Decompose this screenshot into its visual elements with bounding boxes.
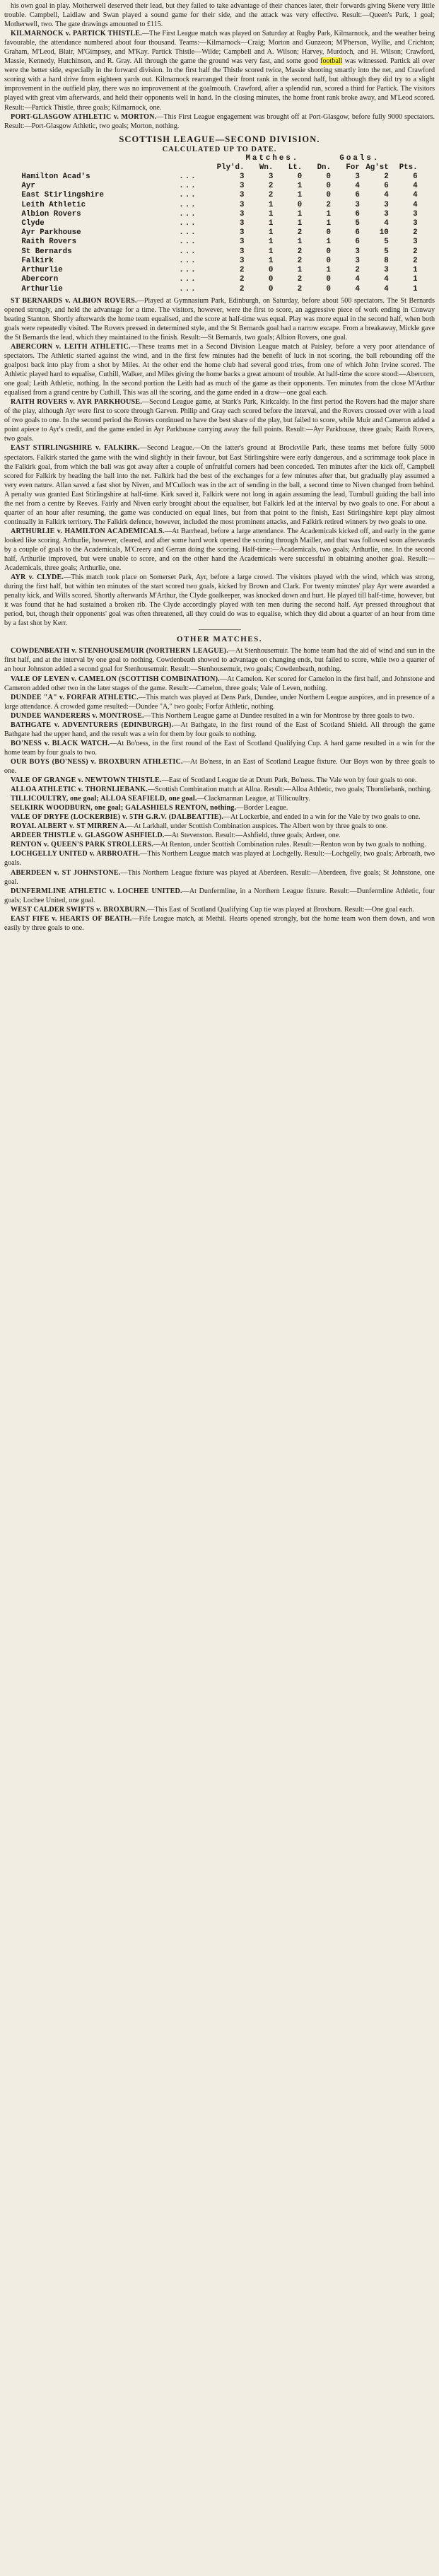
stat-cell: 1 <box>268 256 274 265</box>
report-headline: RAITH ROVERS v. AYR PARKHOUSE. <box>11 398 143 407</box>
stat-cell: 1 <box>413 266 418 275</box>
stat-cell: 1 <box>268 247 274 256</box>
report-headline: DUNDEE WANDERERS v. MONTROSE. <box>11 711 144 720</box>
match-report <box>4 646 435 674</box>
leader-dots: ... <box>179 182 197 191</box>
stat-cell: 1 <box>297 219 303 228</box>
leader-dots: ... <box>179 275 197 284</box>
report-headline: RENTON v. QUEEN'S PARK STROLLERS. <box>11 841 153 849</box>
column-label: Dn. <box>317 163 332 172</box>
stat-cell: 0 <box>297 173 303 182</box>
match-reports-mid <box>4 296 435 629</box>
report-text: his own goal in play. Motherwell deserved their lead, but they failed to take advantage of their chances later, their forwards giving Skene very little trouble. Campbell, Laidlaw and Swan played a sound game for their side, and the attack was very effective. Result:—Queen's Park, 1 goal; Motherwell, two. The gate drawings amounted to £115. <box>4 2 435 29</box>
league-row <box>21 238 417 247</box>
stat-cell: 5 <box>355 219 360 228</box>
match-report <box>4 757 435 776</box>
report-text: —East of Scotland League tie at Drum Park, Bo'ness. The Vale won by four goals to one. <box>161 776 417 785</box>
report-text: —Scottish Combination match at Alloa. Result:—Alloa Athletic, two goals; Thornliebank, nothing. <box>148 786 432 794</box>
section-divider <box>199 629 241 630</box>
leader-dots: ... <box>179 209 197 218</box>
stat-cell: 3 <box>240 219 245 228</box>
league-table <box>21 154 417 294</box>
league-row <box>21 219 417 228</box>
column-label: Lt. <box>288 163 303 172</box>
league-rows <box>21 173 417 294</box>
stat-cell: 3 <box>240 191 245 200</box>
report-text: —This East of Scotland Qualifying Cup tie was played at Broxburn. Result:—One goal each. <box>147 905 414 914</box>
team-name: Arthurlie <box>21 284 63 293</box>
report-headline: ST BERNARDS v. ALBION ROVERS. <box>11 296 137 305</box>
stat-cell: 3 <box>413 219 418 228</box>
stat-cell: 0 <box>326 228 332 238</box>
stat-cell: 0 <box>326 173 332 182</box>
match-report <box>4 914 435 933</box>
stat-cell: 3 <box>240 200 245 209</box>
stat-cell: 4 <box>413 191 418 200</box>
report-headline: SELKIRK WOODBURN, one goal; GALASHIELS RENTON, nothing. <box>11 804 237 812</box>
league-title: SCOTTISH LEAGUE—SECOND DIVISION. <box>119 134 320 144</box>
report-headline: ABERDEEN v. ST JOHNSTONE. <box>11 868 121 877</box>
stat-cell: 4 <box>384 219 389 228</box>
stat-cell: 1 <box>326 238 332 247</box>
match-report <box>4 693 435 711</box>
stat-cell: 2 <box>297 275 303 284</box>
report-text: —At Bo'ness, in an East of Scotland League fixture. Our Boys won by three goals to one. <box>4 757 435 775</box>
match-report <box>4 296 435 342</box>
team-name: Hamilton Acad's <box>21 173 90 182</box>
report-headline: BO'NESS v. BLACK WATCH. <box>11 739 110 747</box>
report-headline: KILMARNOCK v. PARTICK THISTLE. <box>11 30 142 38</box>
report-text: —At Bathgate, in the first round of the East of Scotland Shield. All through the game Bathgate had the upper hand, and the result was a win for them by four goals to nothing. <box>4 721 435 738</box>
leader-dots: ... <box>179 228 197 238</box>
stat-cell: 2 <box>240 266 245 275</box>
league-table-section <box>4 134 435 294</box>
leader-dots: ... <box>179 173 197 182</box>
report-headline: VALE OF LEVEN v. CAMELON (SCOTTISH COMBINATION). <box>11 675 220 683</box>
match-report <box>4 443 435 526</box>
report-headline: ABERCORN v. LEITH ATHLETIC. <box>11 342 131 351</box>
other-matches-title: OTHER MATCHES. <box>176 635 263 644</box>
league-row <box>21 247 417 257</box>
stat-cell: 6 <box>384 182 389 191</box>
stat-cell: 2 <box>297 247 303 256</box>
report-text: —At Renton, under Scottish Combination rules. Result:—Renton won by two goals to nothing. <box>153 841 426 849</box>
leader-dots: ... <box>179 284 197 293</box>
match-report <box>4 905 435 914</box>
column-label: Wn. <box>259 163 274 172</box>
match-report <box>4 342 435 397</box>
team-name: Abercorn <box>21 275 59 284</box>
team-name: St Bernards <box>21 247 72 256</box>
leader-dots: ... <box>179 266 197 275</box>
report-text: —This First League engagement was brought off at Port-Glasgow, before fully 9000 spectators. Result:—Port-Glasgow Athletic, two goals; Morton, nothing. <box>4 112 435 130</box>
report-headline: BATHGATE v. ADVENTURERS (EDINBURGH). <box>11 721 174 729</box>
match-report <box>4 721 435 739</box>
report-text: —Second League.—On the latter's ground at Brockville Park, these teams met before fully 5000 spectators. Falkirk started the game with the wind slightly in their favour, but East Stirlingshire were early dangerous, and a scrimmage took place in the Falkirk goal, from which the ball was got away after a couple of unfruitful corners had been conceded. Ten minutes after the kick off, Campbell scored for Falkirk by heading the ball into the net. Falkirk had the best of the exchanges for a few minutes after that, but gradually play assumed a very even nature. Allan saved a fast shot by Niven, and M'Culloch was in the act of sending in the ball, a second time to Niven changed from behind. A penalty was granted East Stirlingshire at half-time. Kirk saved it, Falkirk were not long in again assuming the lead, Turnbull guiding the ball into the net from a centre by Reeves. Fairly and Niven early brought about the equaliser, but Falkirk led at the interval by two goals to one. For about a quarter of an hour after resuming, the game was conducted on equal lines, but from that point to the finish, East Stirlingshire kept play almost continually in Falkirk territory. The Falkirk defence, however, included the most prominent attacks, and Falkirk retired winners by two goals to one. <box>4 444 435 526</box>
stat-cell: 2 <box>413 247 418 256</box>
stat-cell: 4 <box>384 191 389 200</box>
match-report <box>4 112 435 131</box>
leader-dots: ... <box>179 256 197 265</box>
stat-cell: 2 <box>268 191 274 200</box>
stat-cell: 3 <box>355 247 360 256</box>
match-report <box>4 794 435 803</box>
stat-cell: 0 <box>268 284 274 293</box>
stat-cell: 0 <box>268 266 274 275</box>
report-headline: ALLOA ATHLETIC v. THORNLIEBANK. <box>11 786 148 794</box>
stat-cell: 1 <box>326 209 332 218</box>
stat-cell: 1 <box>268 200 274 209</box>
report-text-continued: was witnessed. Partick all over were the better side, especially in the forward division. In the first half the Thistle scored twice, Massie shooting smartly into the net, and Crawford scoring with a hard drive from eighteen yards out. Kilmarnock rearranged their front rank in the second half, but although they did try to a slight improvement in the outfield play, there was no improvement at the goalmouth. Crawford, after a splendid run, scored a third for Partick. The visitors played with great vim afterwards, and held their opponents well in hand. In the closing minutes, the home front rank broke away, and M'Leod scored. Result:—Partick Thistle, three goals; Kilmarnock, one. <box>4 57 435 112</box>
stat-cell: 10 <box>379 228 389 238</box>
stat-cell: 0 <box>326 256 332 265</box>
league-row <box>21 182 417 191</box>
stat-cell: 1 <box>297 209 303 218</box>
match-report <box>4 675 435 693</box>
report-headline: TILLICOULTRY, one goal; ALLOA SEAFIELD, one goal. <box>11 795 197 803</box>
stat-cell: 3 <box>240 209 245 218</box>
match-report <box>4 887 435 905</box>
league-row <box>21 191 417 200</box>
match-report <box>4 803 435 812</box>
highlighted-word: football <box>320 57 343 66</box>
stat-cell: 4 <box>384 275 389 284</box>
league-row <box>21 266 417 275</box>
report-text: —This match took place on Somerset Park, Ayr, before a large crowd. The visitors played with the wind, which was strong, during the first half, but within ten minutes of the start scored two goals, kicked by Brown and Clark. For twenty minutes' play Ayr were awarded a penalty kick, and Wills scored. Shortly afterwards M'Arthur, the Clyde goalkeeper, was knocked down and hurt. He played till half-time, however, but it was found that he had sustained a broken rib. The Clyde accordingly played with ten men during the second half. Ayr pressed throughout that period, but, though their opponents' goal was often threatened, all they could do was to equalise, which they did about a quarter of an hour from time by a fast shot by Kerr. <box>4 573 435 628</box>
match-report <box>4 29 435 112</box>
stat-cell: 3 <box>355 173 360 182</box>
league-row <box>21 257 417 266</box>
stat-cell: 1 <box>297 182 303 191</box>
report-headline: WEST CALDER SWIFTS v. BROXBURN. <box>11 905 148 914</box>
match-report <box>4 849 435 868</box>
stat-cell: 2 <box>297 284 303 293</box>
stat-cell: 4 <box>413 182 418 191</box>
stat-cell: 3 <box>240 247 245 256</box>
team-name: Ayr <box>21 182 35 191</box>
stat-cell: 5 <box>384 238 389 247</box>
match-report <box>4 776 435 785</box>
stat-cell: 1 <box>297 238 303 247</box>
stat-cell: 3 <box>240 173 245 182</box>
stat-cell: 3 <box>240 182 245 191</box>
league-group-header <box>21 154 417 163</box>
report-text: —Clackmannan League, at Tillicoultry. <box>197 795 310 803</box>
report-headline: COWDENBEATH v. STENHOUSEMUIR (NORTHERN LEAGUE). <box>11 647 228 655</box>
stat-cell: 3 <box>355 200 360 209</box>
stat-cell: 4 <box>413 200 418 209</box>
stat-cell: 3 <box>384 200 389 209</box>
report-text: —This Northern League game at Dundee resulted in a win for Montrose by three goals to two. <box>144 711 414 720</box>
team-name: Clyde <box>21 219 45 228</box>
stat-cell: 0 <box>326 275 332 284</box>
team-name: East Stirlingshire <box>21 191 104 200</box>
stat-cell: 0 <box>326 182 332 191</box>
column-label: Ag'st <box>365 163 389 172</box>
stat-cell: 4 <box>384 284 389 293</box>
league-row <box>21 285 417 294</box>
stat-cell: 0 <box>297 200 303 209</box>
report-headline: OUR BOYS (BO'NESS) v. BROXBURN ATHLETIC. <box>11 757 183 766</box>
stat-cell: 0 <box>326 284 332 293</box>
report-headline: DUNDEE "A" v. FORFAR ATHLETIC. <box>11 693 139 701</box>
team-name: Falkirk <box>21 256 54 265</box>
match-reports-top <box>4 1 435 131</box>
stat-cell: 2 <box>240 284 245 293</box>
match-report <box>4 868 435 887</box>
stat-cell: 3 <box>240 228 245 238</box>
report-text: —At Dunfermline, in a Northern League fixture. Result:—Dunfermline Athletic, four goals; Lochee United, one goal. <box>4 887 435 904</box>
report-headline: ARDEER THISTLE v. GLASGOW ASHFIELD. <box>11 832 165 840</box>
report-text: —At Larkhall, under Scottish Combination auspices. The Albert won by three goals to one. <box>127 822 388 831</box>
report-headline: LOCHGELLY UNITED v. ARBROATH. <box>11 850 141 858</box>
stat-cell: 3 <box>384 209 389 218</box>
stat-cell: 3 <box>355 256 360 265</box>
stat-cell: 1 <box>268 238 274 247</box>
match-report <box>4 527 435 573</box>
match-report <box>4 397 435 443</box>
league-row <box>21 228 417 238</box>
group-matches: Matches. <box>245 153 300 163</box>
stat-cell: 6 <box>355 238 360 247</box>
stat-cell: 4 <box>355 182 360 191</box>
match-report <box>4 785 435 794</box>
report-headline: VALE OF DRYFE (LOCKERBIE) v. 5TH G.R.V. (DALBEATTIE). <box>11 813 223 822</box>
match-report <box>4 573 435 628</box>
stat-cell: 6 <box>355 209 360 218</box>
stat-cell: 1 <box>268 209 274 218</box>
leader-dots: ... <box>179 238 197 247</box>
team-name: Arthurlie <box>21 266 63 275</box>
leader-dots: ... <box>179 247 197 256</box>
stat-cell: 6 <box>355 228 360 238</box>
match-report <box>4 739 435 757</box>
report-text: —Border League. <box>236 804 288 812</box>
league-row <box>21 173 417 182</box>
report-headline: EAST STIRLINGSHIRE v. FALKIRK. <box>11 444 140 453</box>
stat-cell: 3 <box>413 238 418 247</box>
column-label: Ply'd. <box>216 163 245 172</box>
match-report <box>4 831 435 840</box>
stat-cell: 3 <box>384 266 389 275</box>
match-report <box>4 711 435 721</box>
report-text: —At Barrhead, before a large attendance. The Academicals kicked off, and early in the game looked like scoring. Arthurlie, however, cleared, and after some hard work opened the scoring through Mailler, and that was followed soon afterwards by a couple of goals to the Academicals, M'Creery and Gerran doing the scoring. Half-time:—Academicals, two goals; Arthurlie, one. In the second half, Arthurlie improved, but were unable to score, and on the other hand the Academicals were successful in obtaining another goal. Result:—Academicals, three goals; Arthurlie, one. <box>4 527 435 573</box>
stat-cell: 2 <box>268 182 274 191</box>
stat-cell: 3 <box>413 209 418 218</box>
stat-cell: 2 <box>384 173 389 182</box>
stat-cell: 1 <box>326 266 332 275</box>
league-row <box>21 201 417 210</box>
match-report <box>4 812 435 822</box>
stat-cell: 1 <box>268 219 274 228</box>
league-row <box>21 210 417 219</box>
report-text: —This Northern League fixture was played at Aberdeen. Result:—Aberdeen, five goals; St Johnstone, one goal. <box>4 868 435 886</box>
report-headline: ROYAL ALBERT v. ST MIRREN A. <box>11 822 127 831</box>
team-name: Leith Athletic <box>21 200 86 209</box>
report-text: —Played at Gymnasium Park, Edinburgh, on Saturday, before about 500 spectators. The St Bernards opened strongly, and held the advantage for a time. The visitors, however, were the first to score, an aggressive piece of work ending in Conway beating Stanton. Shortly afterwards the home team equalised, and the score at half-time was equal. Play was more equal in the second half, when both goals were repeatedly visited. The Rovers pressed in determined style, and the St Bernards goal had a narrow escape. From a breakaway, Mickle gave the St Bernards the lead, which they maintained to the finish. Result:—St Bernards, two goals; Albion Rovers, one goal. <box>4 296 435 342</box>
stat-cell: 2 <box>240 275 245 284</box>
report-text: —At Lockerbie, and ended in a win for the Vale by two goals to one. <box>223 813 421 822</box>
stat-cell: 2 <box>326 200 332 209</box>
stat-cell: 1 <box>297 266 303 275</box>
stat-cell: 3 <box>268 173 274 182</box>
report-text: —At Camelon. Ker scored for Camelon in the first half, and Johnstone and Cameron added other two in the later stages of the game. Result:—Camelon, three goals; Vale of Leven, nothing. <box>4 675 435 692</box>
stat-cell: 1 <box>413 284 418 293</box>
stat-cell: 2 <box>355 266 360 275</box>
other-matches-list <box>4 646 435 932</box>
stat-cell: 1 <box>413 275 418 284</box>
leader-dots: ... <box>179 219 197 228</box>
report-text: —The First League match was played on Saturday at Rugby Park, Kilmarnock, and the weather being favourable, the attendance numbered about four thousand. Teams:—Kilmarnock—Craig; Morton and Gunzeon; M'Pherson, Wyllie, and Crichton; Graham, M'Leod, Blair, M'Gimpsey, and M'Kay. Partick Thistle—Wilde; Campbell and A. Wilson; Harvey, Murdoch, and H. Wilson; Crawford, Massie, Kennedy, Hutchinson, and R. Gray. All through the game the ground was very fast, and some good <box>4 30 435 66</box>
report-text: —These teams met in a Second Division League match at Paisley, before a very poor attendance of spectators. The Athletic started against the wind, and in the first few minutes had the benefit of luck in not scoring, the ball rebounding off the goalpost back into play from a shot by Miles. At the other end the home club had several good tries, from one of which John Irvine scored. The Athletic played hard to equalise, Cuthill, Walker, and Miles giving the home backs a great amount of trouble. At half-time the score stood:—Abercorn, one goal; Leith Athletic, nothing. In the second portion the Leith had as much of the game as their opponents. Ten minutes from the close M'Arthur equalised from a grand centre by Cuthill. This was all the scoring, and the game ended in a draw—one goal each. <box>4 342 435 397</box>
stat-cell: 8 <box>384 256 389 265</box>
match-report <box>4 840 435 849</box>
report-text: —Fife League match, at Methil. Hearts opened strongly, but the home team won them down, and won easily by three goals to one. <box>4 914 435 932</box>
newspaper-page <box>0 0 439 933</box>
report-headline: AYR v. CLYDE. <box>11 573 64 582</box>
leader-dots: ... <box>179 191 197 200</box>
stat-cell: 2 <box>413 256 418 265</box>
match-report <box>4 1 435 29</box>
report-text: —At Stenhousemuir. The home team had the aid of wind and sun in the first half, and at the interval by one goal to nothing. Cowdenbeath showed to advantage on changing ends, but failed to score, while two a quarter of an hour Johnston added a second goal for Stenhousemuir. Result:—Stenhousemuir, two goals; Cowdenbeath, nothing. <box>4 647 435 674</box>
stat-cell: 5 <box>384 247 389 256</box>
stat-cell: 0 <box>326 191 332 200</box>
report-text: —Second League game, at Stark's Park, Kirkcaldy. In the first period the Rovers had the major share of the play, although Ayr were first to score through Garven. Philip and Gray each scored before the interval, and the Rovers crossed over with a lead of two goals to one. In the second period the Rovers continued to have the best share of the play, but failed to score, while Muir and Cameron added a point apiece to Ayr's credit, and the game ended in Ayr Parkhouse carrying away the full points. Result:—Ayr Parkhouse, three goals; Raith Rovers, two goals. <box>4 398 435 443</box>
team-name: Albion Rovers <box>21 209 81 218</box>
stat-cell: 2 <box>297 256 303 265</box>
stat-cell: 0 <box>268 275 274 284</box>
stat-cell: 6 <box>413 173 418 182</box>
stat-cell: 4 <box>355 284 360 293</box>
stat-cell: 0 <box>326 247 332 256</box>
stat-cell: 1 <box>268 228 274 238</box>
league-subtitle: CALCULATED UP TO DATE. <box>162 145 277 153</box>
report-headline: PORT-GLASGOW ATHLETIC v. MORTON. <box>11 112 157 121</box>
stat-cell: 1 <box>297 191 303 200</box>
report-text: —At Bo'ness, in the first round of the East of Scotland Qualifying Cup. A hard game resulted in a win for the home team by four goals to two. <box>4 739 435 757</box>
league-row <box>21 275 417 284</box>
column-label: Pts. <box>399 163 418 172</box>
group-goals: Goals. <box>339 153 380 163</box>
report-headline: DUNFERMLINE ATHLETIC v. LOCHEE UNITED. <box>11 887 182 895</box>
stat-cell: 4 <box>355 275 360 284</box>
report-headline: EAST FIFE v. HEARTS OF BEATH. <box>11 914 132 923</box>
team-name: Ayr Parkhouse <box>21 228 81 238</box>
team-name: Raith Rovers <box>21 238 77 247</box>
report-headline: VALE OF GRANGE v. NEWTOWN THISTLE. <box>11 776 162 785</box>
stat-cell: 6 <box>355 191 360 200</box>
stat-cell: 2 <box>297 228 303 238</box>
stat-cell: 3 <box>240 256 245 265</box>
stat-cell: 2 <box>413 228 418 238</box>
report-text: —This Northern League match was played at Lochgelly. Result:—Lochgelly, two goals; Arbroath, two goals. <box>4 850 435 868</box>
report-text: —At Stevenston. Result:—Ashfield, three goals; Ardeer, one. <box>164 832 341 840</box>
leader-dots: ... <box>179 200 197 209</box>
match-report <box>4 822 435 831</box>
stat-cell: 1 <box>326 219 332 228</box>
league-column-header <box>21 163 417 173</box>
report-headline: ARTHURLIE v. HAMILTON ACADEMICALS. <box>11 527 165 535</box>
report-text: —This match was played at Dens Park, Dundee, under Northern League auspices, and in presence of a large attendance. A crowded game resulted:—Dundee "A," two goals; Forfar Athletic, nothing. <box>4 693 435 711</box>
stat-cell: 3 <box>240 238 245 247</box>
column-label: For <box>346 163 360 172</box>
